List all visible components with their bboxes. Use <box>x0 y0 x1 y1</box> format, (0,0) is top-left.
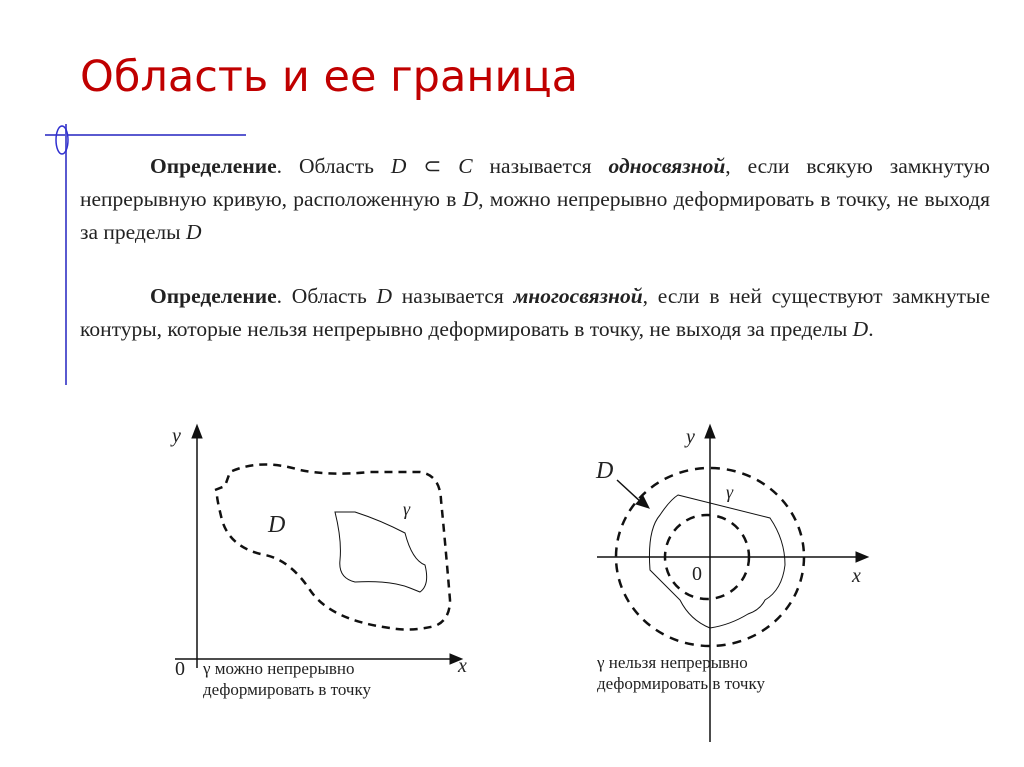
caption-line: γ можно непрерывно <box>203 659 355 678</box>
text: называется <box>392 284 514 308</box>
origin-label: 0 <box>692 563 702 585</box>
gamma-curve <box>649 495 785 628</box>
text: называется <box>472 154 609 178</box>
y-axis-label: y <box>686 426 695 448</box>
text: . Область <box>276 154 391 178</box>
math-D: D <box>376 284 393 308</box>
origin-label: 0 <box>175 658 185 680</box>
math-D: D <box>185 220 202 244</box>
definition-multiply-connected <box>80 280 990 346</box>
text: . Область <box>276 284 377 308</box>
figure-multiply-connected <box>597 425 868 742</box>
gamma-label: γ <box>726 482 734 502</box>
caption-line: γ нельзя непрерывно <box>597 653 748 672</box>
definition-term: Определение <box>150 154 277 178</box>
x-axis-label: x <box>852 565 861 587</box>
figure1-caption <box>203 658 371 700</box>
caption-line: деформировать в точку <box>597 674 765 693</box>
text: , если всякую замкнутую непрерывную кривую, расположенную в <box>80 154 990 211</box>
x-axis-label: x <box>458 655 467 677</box>
math-C: C <box>458 154 473 178</box>
definition-simply-connected <box>80 150 990 249</box>
slide-title: Область и ее граница <box>80 52 579 102</box>
math-subset: ⊂ <box>406 154 459 178</box>
caption-line: деформировать в точку <box>203 680 371 699</box>
definition-term: Определение <box>150 284 277 308</box>
math-D: D <box>852 317 869 341</box>
text: . <box>868 317 874 341</box>
term-multiply-connected: многосвязной <box>513 284 643 308</box>
region-label: D <box>596 458 614 484</box>
region-label: D <box>268 512 286 538</box>
text: , если в ней существуют замкнутые контуры, которые нельзя непрерывно деформировать в точку, не выходя за пределы <box>80 284 991 341</box>
region-D-boundary <box>215 464 450 629</box>
figure2-caption <box>597 652 765 694</box>
y-axis-label: y <box>172 425 181 447</box>
text: , можно непрерывно деформировать в точку, не выходя за пределы <box>80 187 990 244</box>
gamma-label: γ <box>403 499 411 519</box>
math-D: D <box>390 154 407 178</box>
figure-simply-connected <box>175 425 462 668</box>
gamma-curve <box>335 512 427 592</box>
term-simply-connected: односвязной <box>608 154 726 178</box>
math-D: D <box>462 187 479 211</box>
